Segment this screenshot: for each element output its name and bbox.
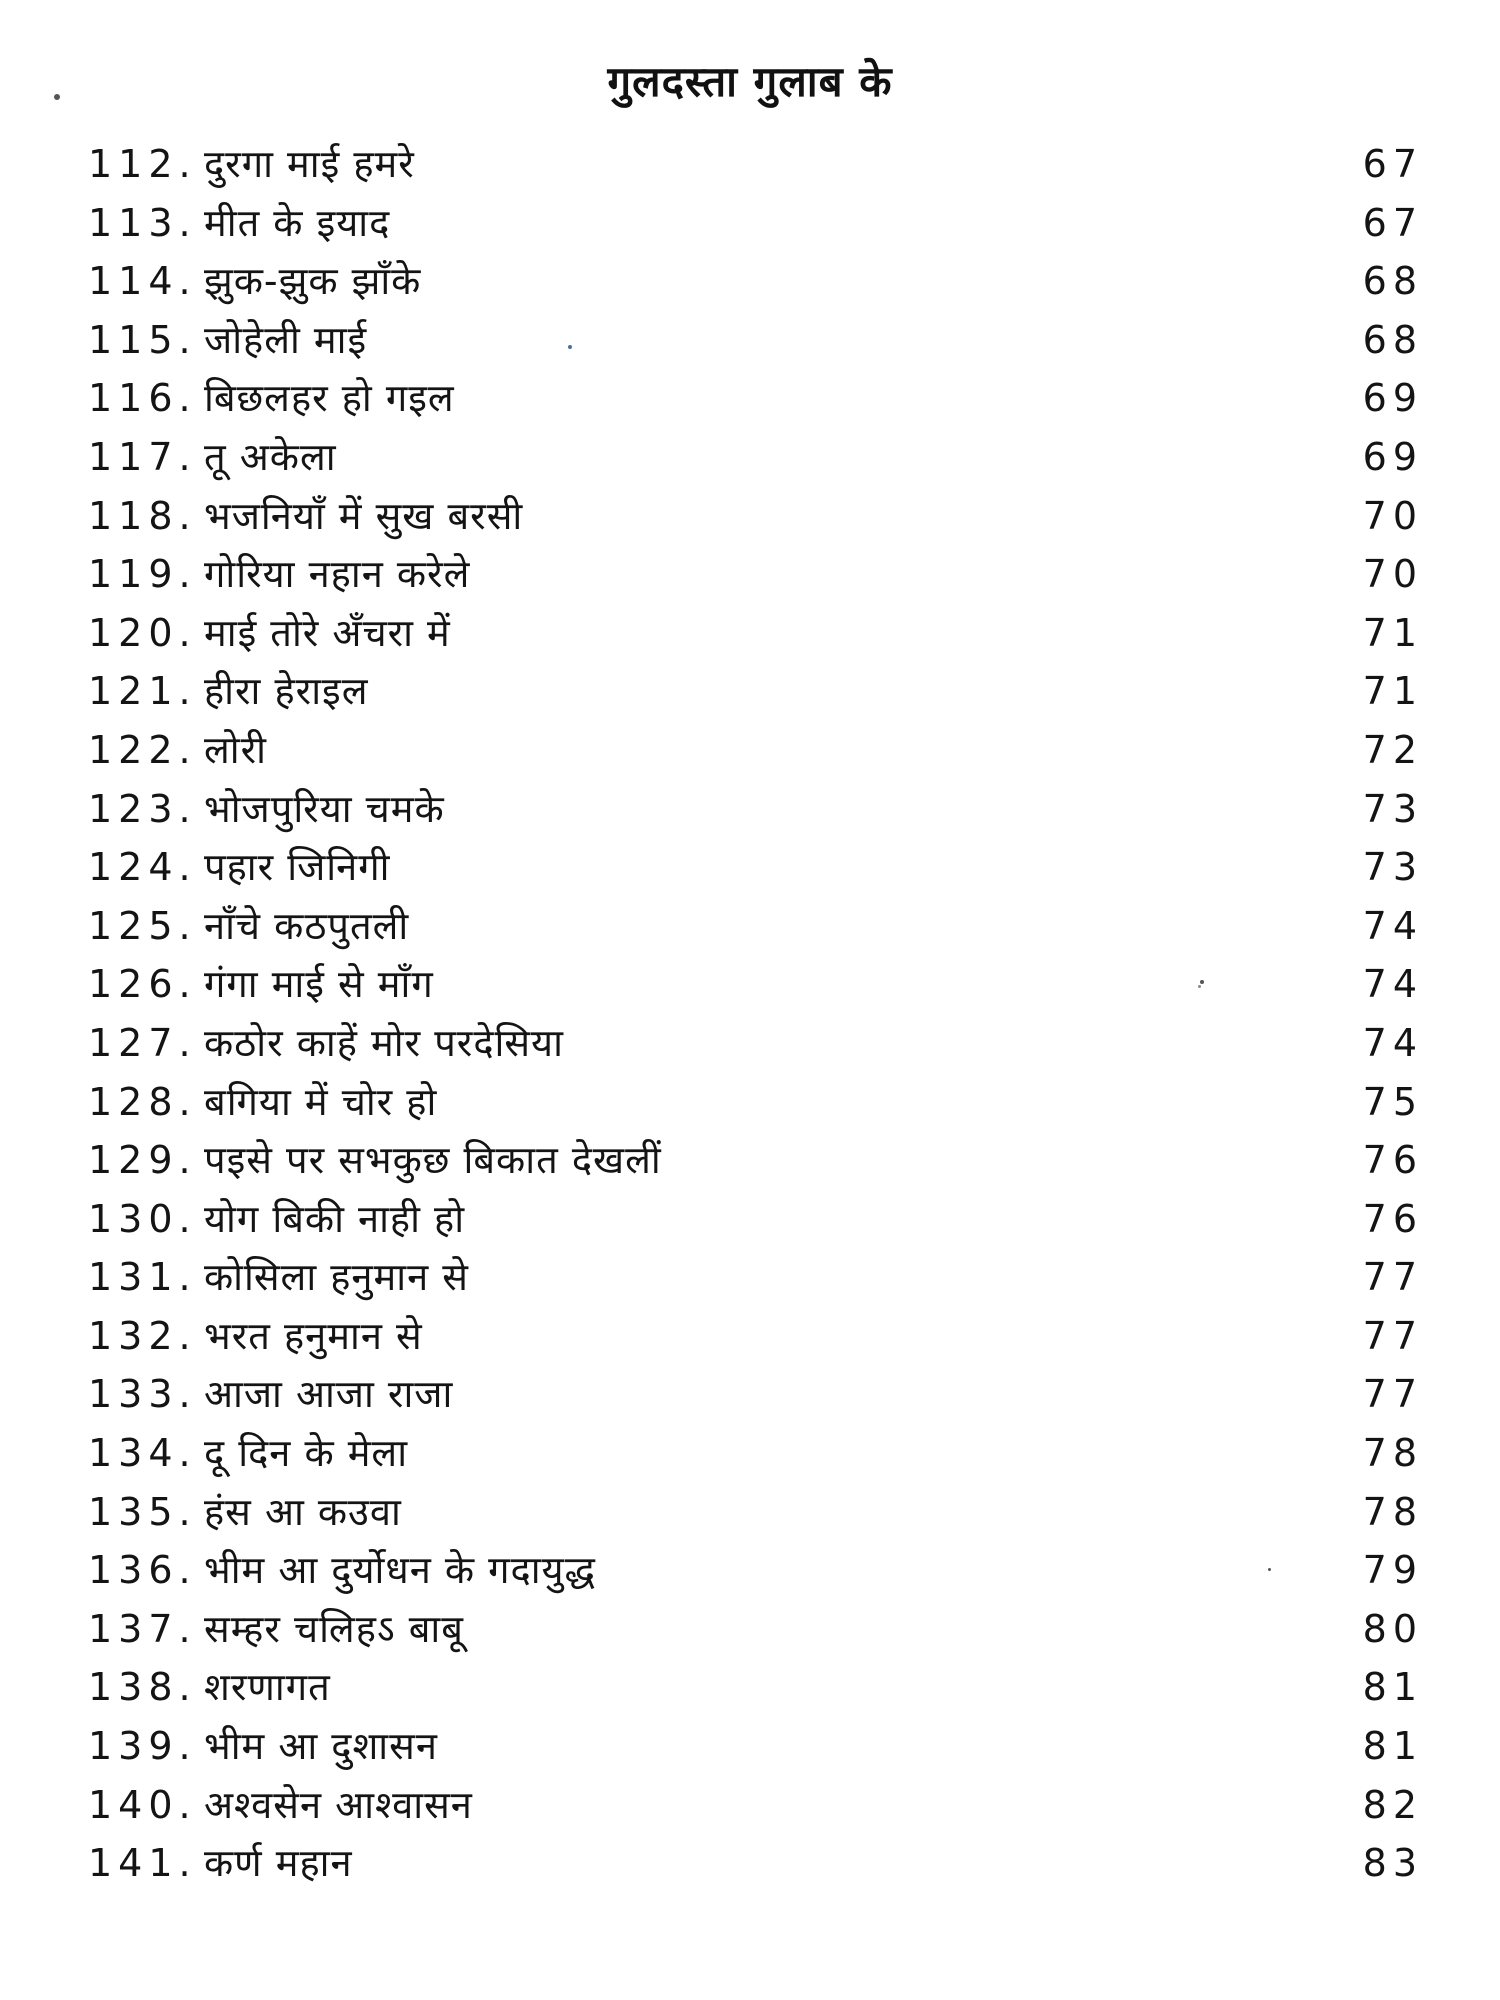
entry-title: बगिया में चोर हो (204, 1079, 438, 1124)
toc-entry (88, 838, 1423, 897)
entry-number: 116. (88, 376, 197, 421)
entry-number: 137. (88, 1606, 197, 1651)
entry-page: 80 (1362, 1606, 1423, 1651)
entry-title: अश्वसेन आश्वासन (204, 1782, 473, 1827)
scan-speck (1268, 1568, 1271, 1571)
toc-entry (88, 1307, 1423, 1366)
entry-title: गंगा माई से माँग (204, 962, 434, 1007)
entry-number: 124. (88, 845, 197, 890)
entry-title: भजनियाँ में सुख बरसी (204, 493, 524, 538)
entry-title: लोरी (204, 727, 267, 772)
entry-number: 126. (88, 962, 197, 1007)
scan-speck (568, 345, 572, 349)
entry-number: 115. (88, 317, 197, 362)
entry-number: 133. (88, 1372, 197, 1417)
entry-title: आजा आजा राजा (204, 1372, 454, 1417)
entry-number: 112. (88, 142, 197, 186)
entry-number: 134. (88, 1431, 197, 1476)
entry-number: 128. (88, 1079, 197, 1124)
entry-page: 74 (1362, 962, 1423, 1007)
toc-entry (88, 545, 1423, 604)
entry-number: 132. (88, 1313, 197, 1358)
entry-number: 129. (88, 1138, 197, 1183)
entry-title: पहार जिनिगी (204, 845, 391, 890)
toc-entry (88, 311, 1423, 370)
toc-entry (88, 487, 1423, 546)
entry-page: 74 (1362, 1020, 1423, 1065)
entry-number: 138. (88, 1665, 197, 1710)
toc-entry (88, 135, 1423, 194)
entry-page: 73 (1362, 786, 1423, 831)
entry-number: 141. (88, 1841, 197, 1886)
entry-title: झुक-झुक झाँके (204, 259, 422, 304)
entry-title: जोहेली माई (204, 317, 368, 362)
entry-title: शरणागत (204, 1665, 331, 1710)
entry-number: 136. (88, 1548, 197, 1593)
entry-title: भरत हनुमान से (204, 1313, 423, 1358)
entry-title: दुरगा माई हमरे (204, 142, 415, 186)
toc-entry (88, 194, 1423, 253)
entry-number: 125. (88, 903, 197, 948)
toc-entry (88, 1014, 1423, 1073)
toc-entry (88, 604, 1423, 663)
entry-page: 71 (1362, 610, 1423, 655)
entry-page: 72 (1362, 727, 1423, 772)
entry-page: 67 (1362, 200, 1423, 245)
entry-page: 79 (1362, 1548, 1423, 1593)
page-title: गुलदस्ता गुलाब के (607, 57, 893, 106)
scan-speck (54, 94, 60, 100)
entry-number: 120. (88, 610, 197, 655)
entry-title: नाँचे कठपुतली (204, 903, 410, 948)
entry-number: 130. (88, 1196, 197, 1241)
entry-page: 81 (1362, 1665, 1423, 1710)
entry-page: 83 (1362, 1841, 1423, 1886)
entry-title: पइसे पर सभकुछ बिकात देखलीं (204, 1138, 662, 1183)
entry-page: 77 (1362, 1255, 1423, 1300)
entry-title: तू अकेला (204, 434, 337, 479)
entry-number: 121. (88, 669, 197, 714)
table-of-contents (88, 135, 1423, 1893)
entry-page: 76 (1362, 1138, 1423, 1183)
entry-page: 71 (1362, 669, 1423, 714)
entry-title: कठोर काहें मोर परदेसिया (204, 1020, 564, 1065)
entry-page: 76 (1362, 1196, 1423, 1241)
entry-number: 114. (88, 259, 197, 304)
toc-entry (88, 780, 1423, 839)
entry-title: भीम आ दुशासन (204, 1724, 438, 1769)
toc-entry (88, 1717, 1423, 1776)
toc-entry (88, 662, 1423, 721)
toc-entry (88, 369, 1423, 428)
entry-page: 70 (1362, 552, 1423, 597)
entry-title: गोरिया नहान करेले (204, 552, 471, 597)
entry-title: माई तोरे अँचरा में (204, 610, 451, 655)
entry-title: सम्हर चलिहऽ बाबू (204, 1606, 464, 1651)
entry-page: 69 (1362, 434, 1423, 479)
entry-page: 69 (1362, 376, 1423, 421)
entry-number: 123. (88, 786, 197, 831)
toc-entry (88, 955, 1423, 1014)
toc-entry (88, 1424, 1423, 1483)
entry-number: 118. (88, 493, 197, 538)
entry-page: 74 (1362, 903, 1423, 948)
toc-entry (88, 252, 1423, 311)
entry-page: 68 (1362, 317, 1423, 362)
entry-title: मीत के इयाद (204, 200, 391, 245)
entry-page: 78 (1362, 1489, 1423, 1534)
entry-number: 119. (88, 552, 197, 597)
entry-title: कोसिला हनुमान से (204, 1255, 469, 1300)
toc-entry (88, 1190, 1423, 1249)
entry-number: 140. (88, 1782, 197, 1827)
toc-entry (88, 1834, 1423, 1893)
toc-entry (88, 1131, 1423, 1190)
entry-title: बिछलहर हो गइल (204, 376, 455, 421)
toc-entry (88, 1483, 1423, 1542)
entry-title: भीम आ दुर्योधन के गदायुद्ध (204, 1548, 596, 1593)
toc-entry (88, 428, 1423, 487)
entry-number: 117. (88, 434, 197, 479)
entry-page: 81 (1362, 1724, 1423, 1769)
entry-page: 78 (1362, 1431, 1423, 1476)
entry-title: कर्ण महान (204, 1841, 353, 1886)
entry-number: 139. (88, 1724, 197, 1769)
entry-page: 70 (1362, 493, 1423, 538)
toc-entry (88, 897, 1423, 956)
scan-speck (1200, 980, 1204, 984)
entry-page: 77 (1362, 1372, 1423, 1417)
entry-number: 122. (88, 727, 197, 772)
entry-number: 127. (88, 1020, 197, 1065)
entry-page: 68 (1362, 259, 1423, 304)
toc-entry (88, 1600, 1423, 1659)
toc-entry (88, 1365, 1423, 1424)
entry-page: 67 (1362, 142, 1423, 186)
entry-title: भोजपुरिया चमके (204, 786, 445, 831)
toc-entry (88, 1776, 1423, 1835)
toc-entry (88, 1658, 1423, 1717)
entry-page: 82 (1362, 1782, 1423, 1827)
entry-title: हंस आ कउवा (204, 1489, 402, 1534)
entry-number: 113. (88, 200, 197, 245)
entry-title: योग बिकी नाही हो (204, 1196, 466, 1241)
entry-page: 73 (1362, 845, 1423, 890)
toc-entry (88, 1073, 1423, 1132)
entry-number: 135. (88, 1489, 197, 1534)
scan-speck (1198, 985, 1201, 988)
entry-title: दू दिन के मेला (204, 1431, 409, 1476)
toc-entry (88, 1248, 1423, 1307)
entry-number: 131. (88, 1255, 197, 1300)
toc-entry (88, 721, 1423, 780)
entry-title: हीरा हेराइल (204, 669, 369, 714)
entry-page: 75 (1362, 1079, 1423, 1124)
toc-entry (88, 1541, 1423, 1600)
entry-page: 77 (1362, 1313, 1423, 1358)
